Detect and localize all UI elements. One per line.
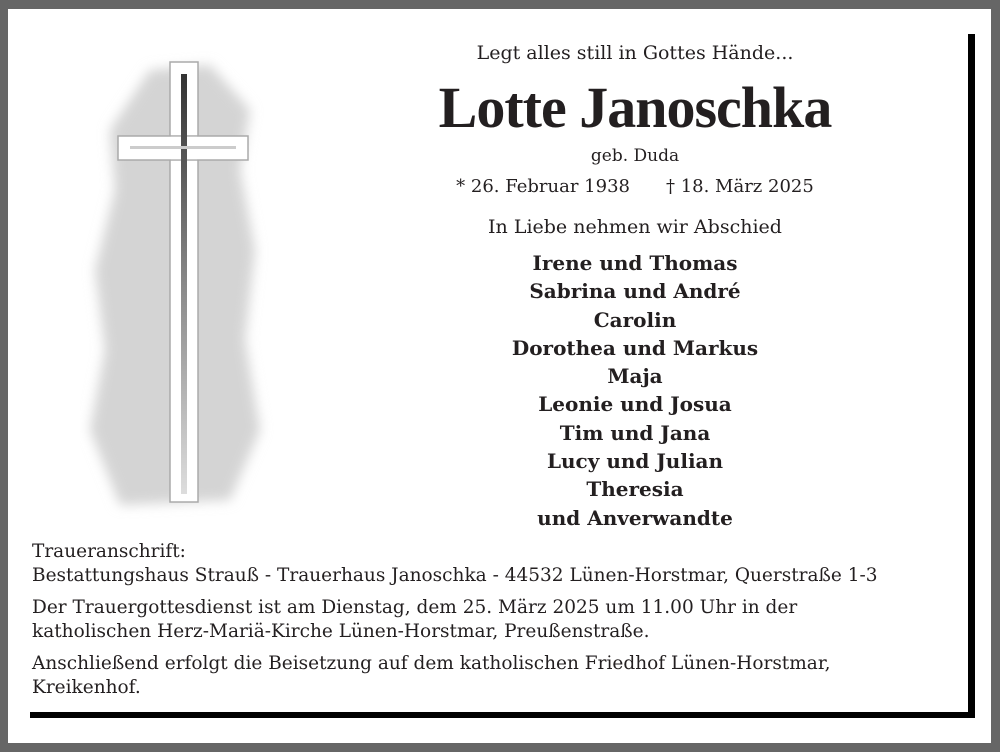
birth-date: * 26. Februar 1938 xyxy=(456,176,630,197)
born-name: geb. Duda xyxy=(590,146,680,166)
deceased-name: Lotte Janoschka xyxy=(438,75,832,140)
frame-shadow-right xyxy=(968,34,975,718)
mourner: Tim und Jana xyxy=(559,420,711,445)
burial-line-2: Kreikenhof. xyxy=(32,676,141,698)
farewell-text: In Liebe nehmen wir Abschied xyxy=(488,216,782,238)
details xyxy=(32,540,878,708)
cross-icon xyxy=(80,50,280,520)
mourner: Dorothea und Markus xyxy=(511,335,759,360)
address-label: Traueranschrift: xyxy=(32,541,186,562)
motto: Legt alles still in Gottes Hände... xyxy=(476,42,794,64)
mourner: Lucy und Julian xyxy=(546,449,724,474)
mourner: und Anverwandte xyxy=(537,505,733,530)
mourner: Leonie und Josua xyxy=(538,392,732,417)
mourner: Sabrina und André xyxy=(529,279,741,304)
burial-line-1: Anschließend erfolgt die Beisetzung auf dem katholischen Friedhof Lünen-Horstmar, xyxy=(32,653,831,674)
service-line-1: Der Trauergottesdienst ist am Dienstag, dem 25. März 2025 um 11.00 Uhr in der xyxy=(32,597,798,618)
mourner: Carolin xyxy=(593,307,677,332)
service-line-2: katholischen Herz-Mariä-Kirche Lünen-Horstmar, Preußenstraße. xyxy=(32,620,650,642)
address: Bestattungshaus Strauß - Trauerhaus Janoschka - 44532 Lünen-Horstmar, Querstraße 1-3 xyxy=(32,564,878,586)
mourner: Irene und Thomas xyxy=(532,251,738,275)
mourner: Maja xyxy=(607,364,663,389)
life-dates xyxy=(385,176,885,197)
frame-shadow-bottom xyxy=(30,712,975,718)
mourner: Theresia xyxy=(586,477,684,502)
mourners-list xyxy=(385,249,885,532)
death-date: † 18. März 2025 xyxy=(665,176,814,197)
